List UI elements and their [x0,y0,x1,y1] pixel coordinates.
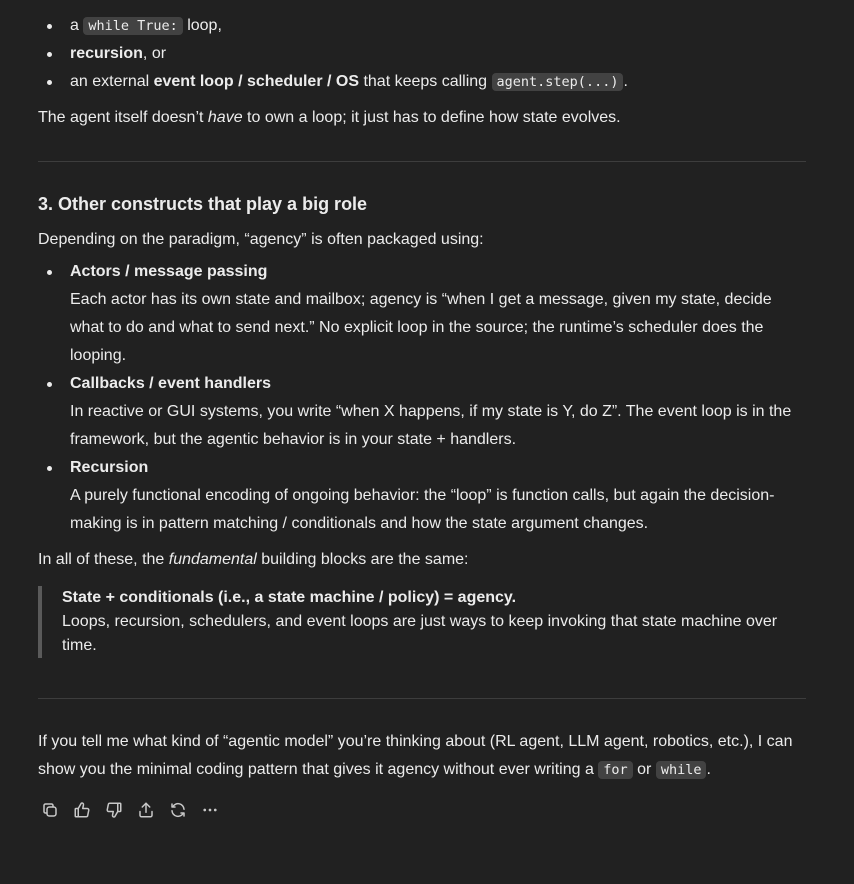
list-item [38,370,806,454]
list-item: recursion, or [38,40,806,68]
inline-code: agent.step(...) [492,73,624,91]
copy-button[interactable] [38,798,62,822]
quote-text: Loops, recursion, schedulers, and event loops are just ways to keep invoking that state machine over time. [62,613,778,654]
constructs-list [38,258,806,538]
list-item [38,258,806,370]
share-icon [137,801,155,819]
closing-paragraph: If you tell me what kind of “agentic model” you’re thinking about (RL agent, LLM agent, robotics, etc.), I can show you the minimal coding pattern that gives it agency without ever writing a for or while . [38,733,793,778]
thumbs-up-icon [73,801,91,819]
item-body: A purely functional encoding of ongoing behavior: the “loop” is function calls, but again the decision-making is in pattern matching / conditionals and how the state argument changes. [70,487,775,532]
blockquote [38,586,806,658]
list-item [38,454,806,538]
divider [38,161,806,162]
section-heading: 3. Other constructs that play a big role [38,194,368,214]
item-title: Actors / message passing [70,263,268,280]
item-body: Each actor has its own state and mailbox; agency is “when I get a message, given my state, decide what to do and what to send next.” No explicit loop in the source; the runtime’s scheduler does the looping. [70,291,772,364]
section-intro: Depending on the paradigm, “agency” is often packaged using: [38,231,484,248]
item-title: Recursion [70,459,149,476]
loop-summary: The agent itself doesn’t have to own a loop; it just has to define how state evolves. [38,109,621,126]
message-actions [38,798,222,822]
inline-code: while True: [83,17,182,35]
quote-bold: State + conditionals (i.e., a state machine / policy) = agency. [62,589,517,606]
item-title: Callbacks / event handlers [70,375,271,392]
list-item: a while True: loop, [38,12,806,40]
list-item: an external event loop / scheduler / OS that keeps calling agent.step(...) . [38,68,806,96]
copy-icon [41,801,59,819]
more-icon [201,801,219,819]
regenerate-button[interactable] [166,798,190,822]
thumbs-up-button[interactable] [70,798,94,822]
item-body: In reactive or GUI systems, you write “when X happens, if my state is Y, do Z”. The event loop is in the framework, but the agentic behavior is in your state + handlers. [70,403,792,448]
thumbs-down-button[interactable] [102,798,126,822]
more-options-button[interactable] [198,798,222,822]
inline-code: for [598,761,632,779]
inline-code: while [656,761,707,779]
thumbs-down-icon [105,801,123,819]
share-button[interactable] [134,798,158,822]
loop-options-list [38,12,806,96]
regenerate-icon [169,801,187,819]
section-summary: In all of these, the fundamental building blocks are the same: [38,551,469,568]
divider [38,698,806,699]
